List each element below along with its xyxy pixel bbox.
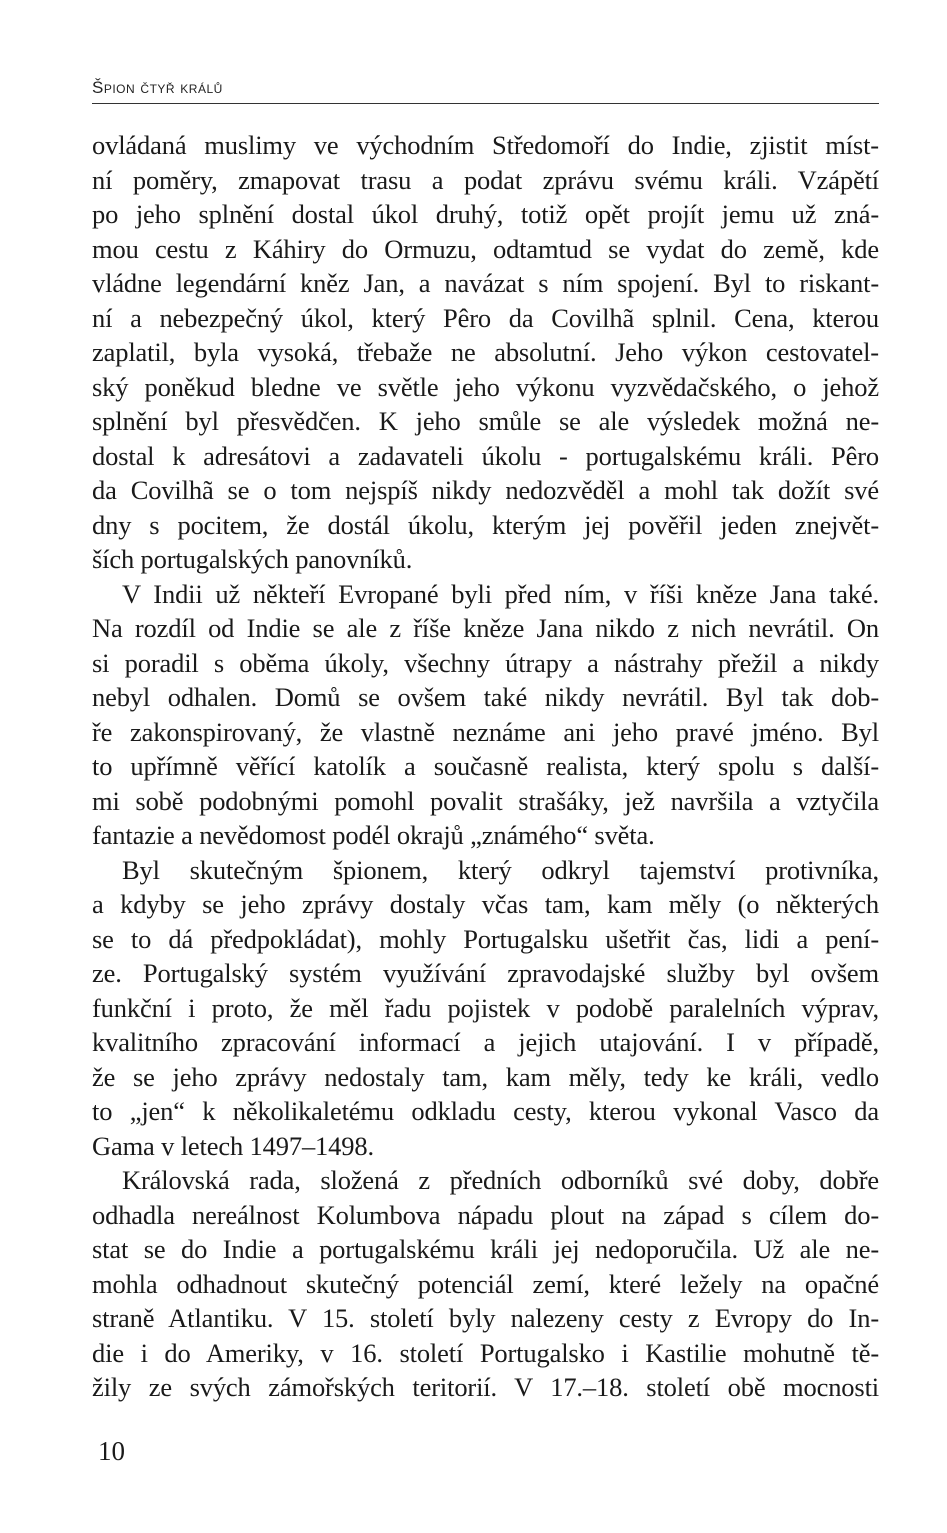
running-title: Špion čtyř králů — [92, 78, 223, 97]
text-line: žily ze svých zámořských teritorií. V 17.–18. století obě mocnosti — [92, 1372, 879, 1402]
text-line: ře zakonspirovaný, že vlastně neznáme ani jeho pravé jméno. Byl — [92, 716, 879, 747]
text-line: stat se do Indie a portugalskému králi jej nedoporučila. Už ale ne- — [92, 1234, 879, 1264]
header-rule — [92, 103, 879, 104]
text-line: to upřímně věřící katolík a současně realista, který spolu s další- — [92, 751, 879, 781]
text-line: po jeho splnění dostal úkol druhý, totiž opět projít jemu už zná- — [92, 199, 879, 229]
text-line: vládne legendární kněz Jan, a navázat s ním spojení. Byl to riskant- — [92, 268, 879, 298]
paragraph — [92, 853, 879, 1164]
text-line: straně Atlantiku. V 15. století byly nalezeny cesty z Evropy do In- — [92, 1303, 879, 1333]
text-line: Královská rada, složená z předních odborníků své doby, dobře — [122, 1165, 879, 1195]
text-line: a kdyby se jeho zprávy dostaly včas tam, kam měly (o některých — [92, 889, 879, 919]
page-number: 10 — [98, 1436, 125, 1466]
text-line: dny s pocitem, že dostál úkolu, kterým jej pověřil jeden znejvět- — [92, 509, 879, 540]
text-line: kvalitního zpracování informací a jejich utajování. I v případě, — [92, 1027, 879, 1057]
text-line: fantazie a nevědomost podél okrajů „známého“ světa. — [92, 820, 655, 850]
running-head — [92, 78, 223, 98]
text-line: se to dá předpokládat), mohly Portugalsku ušetřit čas, lidi a pení- — [92, 923, 879, 954]
text-line: mohla odhadnout skutečný potenciál zemí, které ležely na opačné — [92, 1268, 879, 1299]
text-line: ovládaná muslimy ve východním Středomoří do Indie, zjistit míst- — [92, 130, 879, 160]
text-line: mi sobě podobnými pomohl povalit strašáky, jež navršila a vztyčila — [92, 785, 879, 816]
text-line: splnění byl přesvědčen. K jeho smůle se ale výsledek možná ne- — [92, 406, 879, 436]
text-line: že se jeho zprávy nedostaly tam, kam měly, tedy ke králi, vedlo — [92, 1061, 879, 1092]
paragraph — [92, 1163, 879, 1405]
text-line: si poradil s oběma úkoly, všechny útrapy a nástrahy přežil a nikdy — [92, 647, 879, 678]
text-line: V Indii už někteří Evropané byli před ním, v říši kněze Jana také. — [122, 578, 879, 609]
text-line: dostal k adresátovi a zadavateli úkolu - portugalskému králi. Pêro — [92, 440, 879, 471]
text-line: nebyl odhalen. Domů se ovšem také nikdy nevrátil. Byl tak dob- — [92, 682, 879, 712]
text-line: ších portugalských panovníků. — [92, 544, 413, 574]
text-line: to „jen“ k několikaletému odkladu cesty, kterou vykonal Vasco da — [92, 1096, 879, 1126]
text-line: ský poněkud bledne ve světle jeho výkonu vyzvědačského, o jehož — [92, 371, 879, 402]
body-text — [92, 128, 879, 1405]
paragraph — [92, 577, 879, 853]
text-line: Na rozdíl od Indie se ale z říše kněze Jana nikdo z nich nevrátil. On — [92, 613, 879, 643]
text-line: odhadla nereálnost Kolumbova nápadu plout na západ s cílem do- — [92, 1199, 879, 1230]
text-line: die i do Ameriky, v 16. století Portugalsko i Kastilie mohutně tě- — [92, 1337, 879, 1368]
text-line: funkční i proto, že měl řadu pojistek v podobě paralelních výprav, — [92, 992, 879, 1023]
text-line: da Covilhã se o tom nejspíš nikdy nedozvěděl a mohl tak dožít své — [92, 475, 879, 505]
text-line: Byl skutečným špionem, který odkryl tajemství protivníka, — [122, 854, 879, 885]
text-line: zaplatil, byla vysoká, třebaže ne absolutní. Jeho výkon cestovatel- — [92, 337, 879, 367]
text-line: ní a nebezpečný úkol, který Pêro da Covilhã splnil. Cena, kterou — [92, 302, 879, 333]
text-line: ní poměry, zmapovat trasu a podat zprávu svému králi. Vzápětí — [92, 164, 879, 195]
text-line: ze. Portugalský systém využívání zpravodajské služby byl ovšem — [92, 958, 879, 988]
text-line: mou cestu z Káhiry do Ormuzu, odtamtud se vydat do země, kde — [92, 233, 879, 264]
paragraph — [92, 128, 879, 577]
text-line: Gama v letech 1497–1498. — [92, 1130, 374, 1161]
